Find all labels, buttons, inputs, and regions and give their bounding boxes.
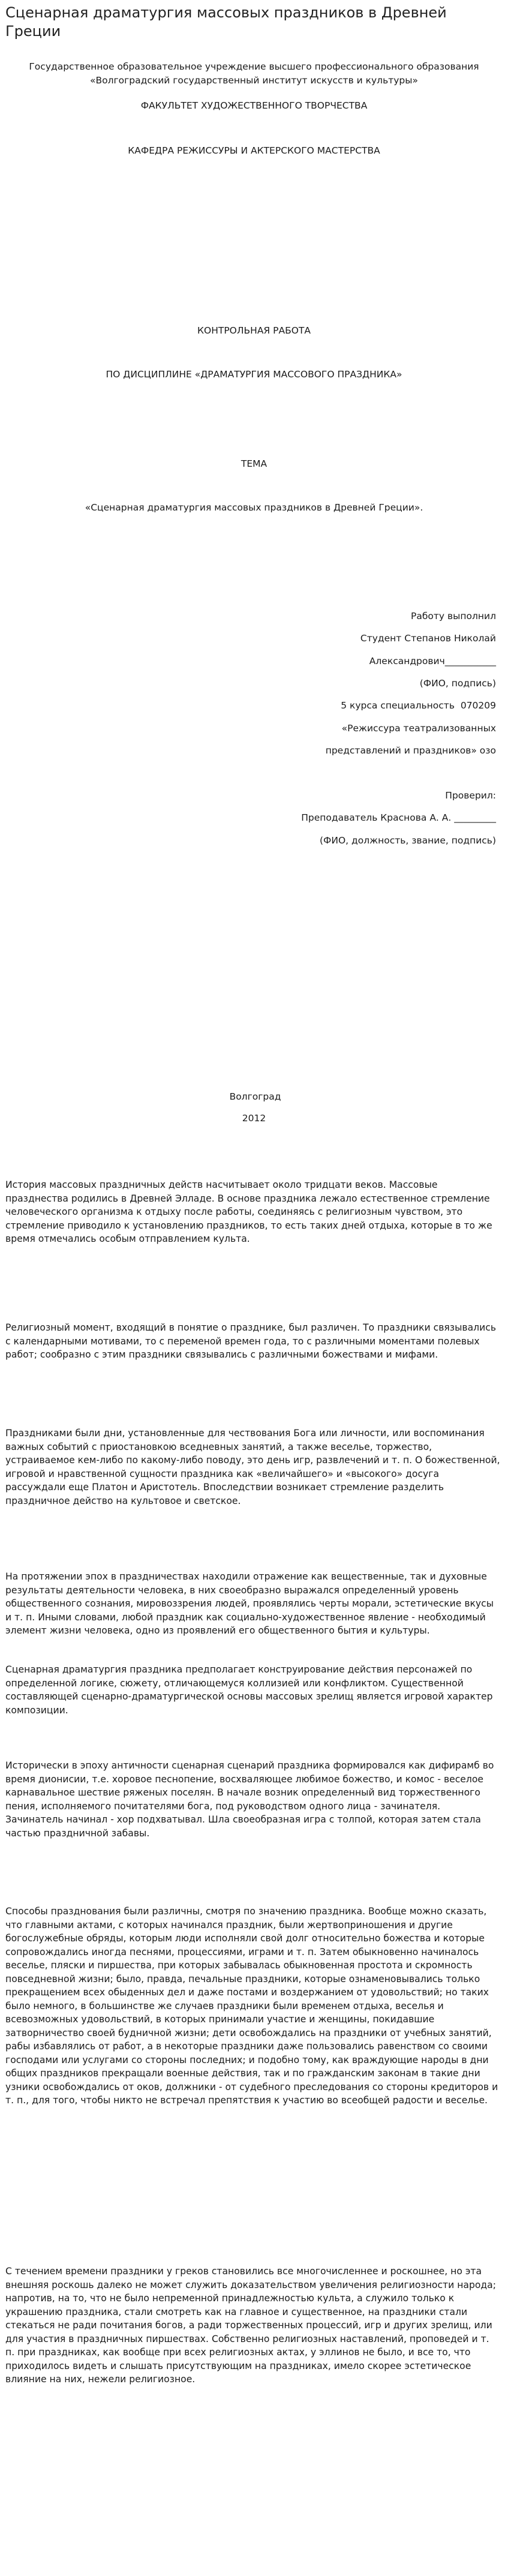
author-line: 5 курса специальность 070209 <box>341 700 496 711</box>
author-line: «Режиссура театрализованных <box>341 723 496 734</box>
author-line: Работу выполнил <box>410 611 496 622</box>
theme-label: ТЕМА <box>241 458 267 469</box>
year: 2012 <box>242 1113 266 1124</box>
body-paragraph: С течением времени праздники у греков становились все многочисленнее и роскошнее, но эта внешняя роскошь далеко не может служить доказательством увеличения религиозности народа; напротив, на то, что не было непременной принадлежностью культа, а служило только к украшению праздника, стали смотреть как на главное и существенное, на праздники стали стекаться не ради почитания богов, а ради торжественных процессий, игр и других зрелищ, или для участия в праздничных пиршествах. Собственно религиозных наставлений, проповедей и т. п. при праздниках, как вообще при всех религиозных актах, у эллинов не было, и все то, что приходилось видеть и слышать присутствующим на праздниках, имело скорее эстетическое влияние на них, нежели религиозное. <box>5 2266 496 2385</box>
body-paragraph: Исторически в эпоху античности сценарная сценарий праздника формировался как дифирамб во время дионисии, т.е. хоровое песнопение, восхваляющее любимое божество, и комос - веселое карнавальное шествие ряженых поселян. В начале возник определенный вид торжественного пения, исполняемого почитателями бога, под руководством одного лица - зачинателя. Зачинатель начинал - хор подхватывал. Шла своеобразная игра с толпой, которая затем стала частью праздничной забавы. <box>5 1760 494 1839</box>
body-paragraph: Способы празднования были различны, смотря по значению праздника. Вообще можно сказать, что главными актами, с которых начинался праздник, были жертвоприношения и другие богослужебные обряды, которым люди исполняли свой долг относительно божества и которые сопровождались иногда песнями, процессиями, играми и т. п. Затем обыкновенно начиналось веселье, пляски и пиршества, при которых забывалась обыкновенная простота и скромность повседневной жизни; было, правда, печальные праздники, которые ознаменовывались только прекращением всех обыденных дел и даже постами и воздержанием от удовольствий; но таких было немного, в большинстве же случаев праздники были временем отдыха, веселья и всевозможных удовольствий, в которых принимали участие и женщины, покидавшие затворничество своей будничной жизни; дети освобождались на праздники от учебных занятий, рабы избавлялись от работ, а в некоторые праздники даже пользовались равенством со своими господами или услугами со стороны последних; и подобно тому, как враждующие народы в дни общих праздников прекращали военные действия, так и по гражданским законам в такие дни узники освобождались от оков, должники - от судебного преследования со стороны кредиторов и т. п., для того, чтобы никто не встречал препятствия к участию во всеобщей радости и веселье. <box>5 1906 498 2106</box>
work-type: КОНТРОЛЬНАЯ РАБОТА <box>197 325 311 336</box>
checker-line: (ФИО, должность, звание, подпись) <box>320 835 496 846</box>
author-line: Александрович___________ <box>369 656 496 666</box>
body-paragraph: Сценарная драматургия праздника предполагает конструирование действия персонажей по определенной логике, сюжету, отличающемуся коллизией или конфликтом. Существенной составляющей сценарно-драматургической основы массовых зрелищ является игровой характер композиции. <box>5 1664 493 1716</box>
checker-line: Проверил: <box>445 790 496 801</box>
body-paragraph: Праздниками были дни, установленные для чествования Бога или личности, или воспоминания важных событий с приостановкою вседневных занятий, а также веселье, торжество, устраиваемое кем-либо по какому-либо поводу, это день игр, развлечений и т. п. О божественной, игровой и нравственной сущности праздника как «величайшего» и «высокого» досуга рассуждали еще Платон и Аристотель. Впоследствии возникает стремление разделить праздничное действо на культовое и светское. <box>5 1428 500 1506</box>
department-name: КАФЕДРА РЕЖИССУРЫ И АКТЕРСКОГО МАСТЕРСТВА <box>128 145 380 156</box>
city: Волгоград <box>229 1091 281 1102</box>
body-paragraph: На протяжении эпох в праздничествах находили отражение как вещественные, так и духовные результаты деятельности человека, в них своеобразно выражался определенный уровень общественного сознания, мировоззрения людей, проявлялись черты морали, эстетические вкусы и т. п. Иными словами, любой праздник как социально-художественное явление - необходимый элемент жизни человека, одно из проявлений его общественного бытия и культуры. <box>5 1571 494 1636</box>
author-line: (ФИО, подпись) <box>419 678 496 689</box>
body-paragraph: История массовых праздничных действ насчитывает около тридцати веков. Массовые празднества родились в Древней Элладе. В основе праздника лежало естественное стремление человеческого организма к отдыху после работы, соединяясь с религиозным чувством, это стремление приводило к установлению праздников, то есть таких дней отдыха, которые в то же время отмечались особым отправлением культа. <box>5 1179 492 1244</box>
institution-name: Государственное образовательное учреждение высшего профессионального образования «Волгоградский государственный институт искусств и культуры» <box>29 61 479 86</box>
page-title: Сценарная драматургия массовых праздников в Древней Греции <box>5 4 447 40</box>
theme-title: «Сценарная драматургия массовых праздников в Древней Греции». <box>85 502 423 513</box>
discipline-line: ПО ДИСЦИПЛИНЕ «ДРАМАТУРГИЯ МАССОВОГО ПРАЗДНИКА» <box>106 369 402 380</box>
body-paragraph: Религиозный момент, входящий в понятие о празднике, был различен. То праздники связывались с календарными мотивами, то с переменой времен года, то с различными моментами полевых работ; сообразно с этим праздники связывались с различными божествами и мифами. <box>5 1322 497 1360</box>
author-line: Студент Степанов Николай <box>360 633 496 644</box>
checker-line: Преподаватель Краснова А. А. _________ <box>301 812 496 823</box>
author-line: представлений и праздников» озо <box>325 745 496 756</box>
faculty-name: ФАКУЛЬТЕТ ХУДОЖЕСТВЕННОГО ТВОРЧЕСТВА <box>140 100 368 111</box>
